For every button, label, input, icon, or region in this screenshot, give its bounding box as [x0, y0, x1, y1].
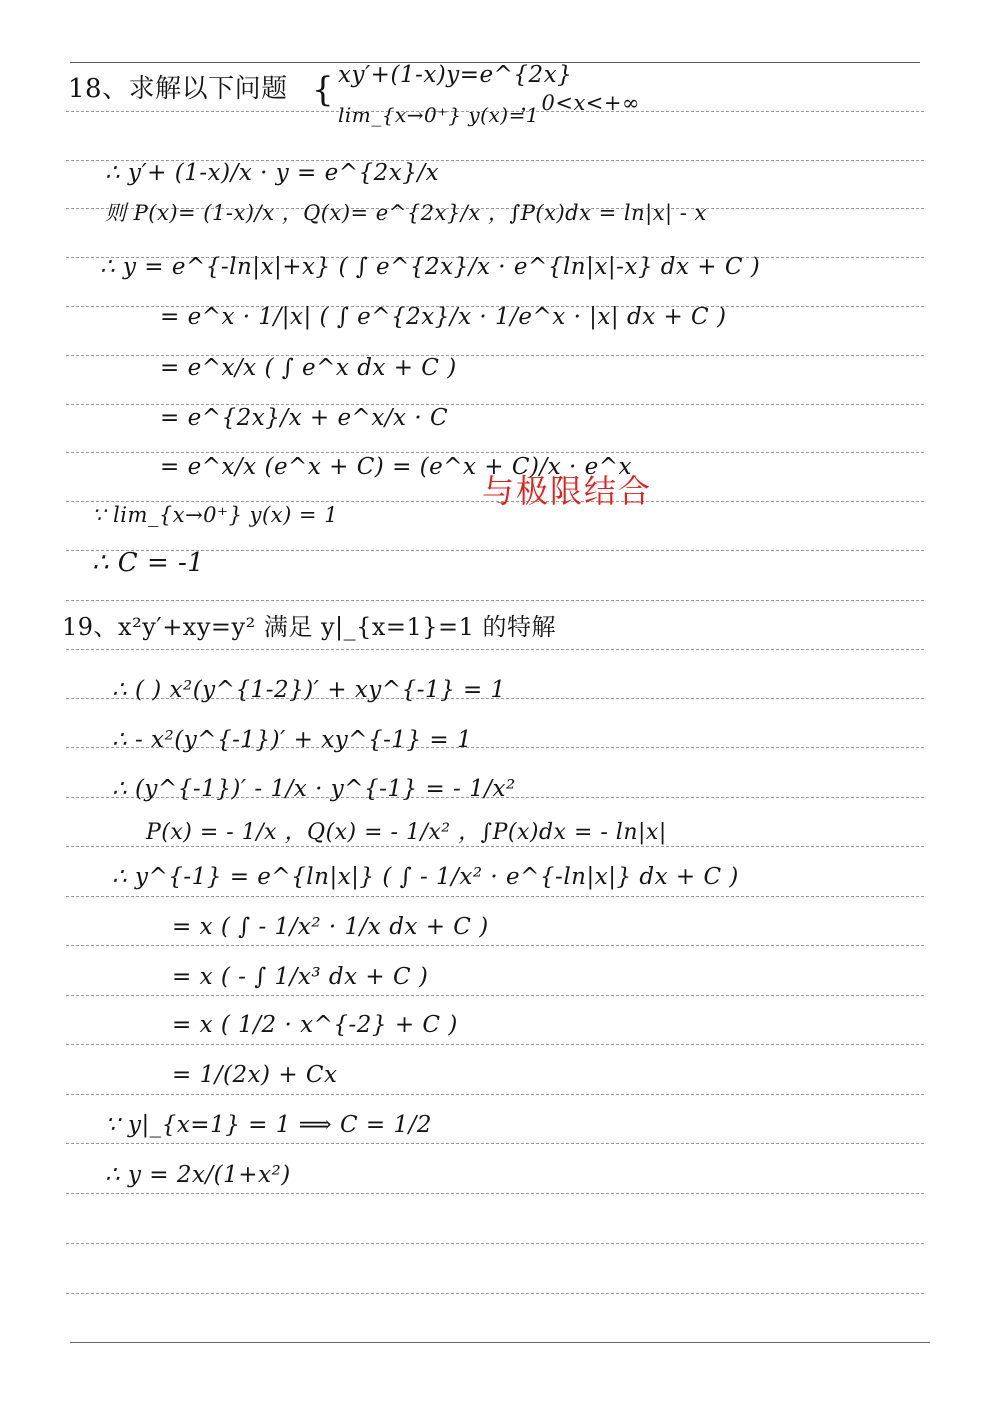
- p19-step: P(x) = - 1/x ，Q(x) = - 1/x² ，∫P(x)dx = - ln|x|: [146, 820, 667, 845]
- ruled-line: [66, 600, 924, 601]
- p18-step: = e^{2x}/x + e^x/x · C: [160, 405, 449, 431]
- problem-18-equation: xy′+(1-x)y=e^{2x}: [338, 62, 573, 88]
- p19-step: = 1/(2x) + Cx: [172, 1062, 338, 1088]
- p19-step: ∴ ( ) x²(y^{1-2})′ + xy^{-1} = 1: [112, 677, 506, 703]
- ruled-line: [66, 1193, 924, 1194]
- p18-step: = e^x/x ( ∫ e^x dx + C ): [160, 355, 457, 381]
- p18-step: ∴ y = e^{-ln|x|+x} ( ∫ e^{2x}/x · e^{ln|x|-x} dx + C ): [100, 254, 761, 280]
- p18-step: ∵ lim_{x→0⁺} y(x) = 1: [92, 503, 339, 527]
- p18-step: = e^x/x (e^x + C) = (e^x + C)/x · e^x: [160, 454, 632, 480]
- p19-step: ∴ - x²(y^{-1})′ + xy^{-1} = 1: [112, 727, 473, 753]
- ruled-line: [66, 1044, 924, 1045]
- p19-step: ∵ y|_{x=1} = 1 ⟹ C = 1/2: [105, 1112, 432, 1138]
- problem-18-condition: lim_{x→0⁺} y(x)=1: [338, 103, 540, 127]
- ruled-line: [66, 896, 924, 897]
- red-annotation: 与极限结合: [482, 472, 653, 510]
- ruled-line: [66, 1293, 924, 1294]
- p18-step: ∴ C = -1: [92, 548, 205, 578]
- problem-19-title: 19、x²y′+xy=y² 满足 y|_{x=1}=1 的特解: [62, 613, 557, 641]
- ruled-line: [66, 995, 924, 996]
- p19-step: = x ( 1/2 · x^{-2} + C ): [172, 1012, 458, 1038]
- ruled-line: [66, 1094, 924, 1095]
- problem-18-title: 18、求解以下问题: [68, 74, 288, 104]
- p19-step: ∴ y^{-1} = e^{ln|x|} ( ∫ - 1/x² · e^{-ln|x|} dx + C ): [112, 864, 739, 890]
- p19-step: = x ( ∫ - 1/x² · 1/x dx + C ): [172, 914, 489, 940]
- ruled-line: [66, 1143, 924, 1144]
- ruled-line: [66, 649, 924, 650]
- p18-step: ∴ y′+ (1-x)/x · y = e^{2x}/x: [105, 160, 440, 186]
- p19-step: = x ( - ∫ 1/x³ dx + C ): [172, 964, 429, 990]
- problem-18-domain: ，0<x<+∞: [520, 91, 640, 115]
- bottom-border-line: [70, 1342, 930, 1343]
- ruled-line: [66, 945, 924, 946]
- ruled-line: [66, 1243, 924, 1244]
- system-brace: {: [312, 70, 335, 110]
- p19-step: ∴ y = 2x/(1+x²): [105, 1162, 291, 1188]
- p19-step: ∴ (y^{-1})′ - 1/x · y^{-1} = - 1/x²: [112, 776, 516, 802]
- p18-step: 则 P(x)= (1-x)/x ，Q(x)= e^{2x}/x ，∫P(x)dx = ln|x| - x: [105, 201, 707, 225]
- p18-step: = e^x · 1/|x| ( ∫ e^{2x}/x · 1/e^x · |x| dx + C ): [160, 304, 727, 330]
